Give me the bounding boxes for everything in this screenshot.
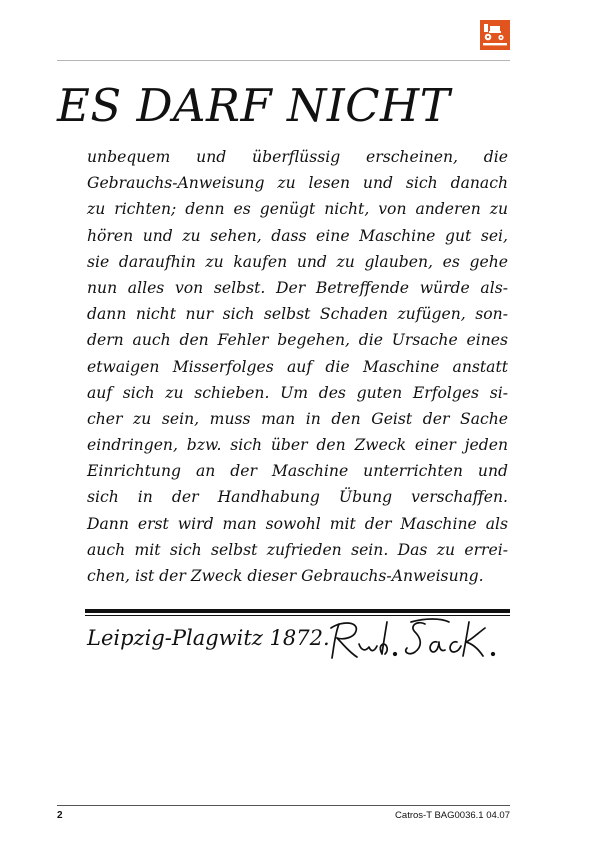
body-line: etwaigen Misserfolges auf die Maschine anstatt [87,357,508,376]
footer-rule [57,805,510,806]
body-line: auch mit sich selbst zufrieden sein. Das zu errei- [87,540,508,559]
body-paragraph [87,144,508,589]
body-line: hören und zu sehen, dass eine Maschine gut sei, [87,226,508,245]
document-reference: Catros-T BAG0036.1 04.07 [395,810,510,821]
body-line: nun alles von selbst. Der Betreffende würde als- [87,278,508,297]
body-line: Einrichtung an der Maschine unterrichten und [87,462,508,481]
body-line: dann nicht nur sich selbst Schaden zufügen, son- [87,305,508,324]
body-line: Dann erst wird man sowohl mit der Maschine als [87,514,508,533]
body-line: sich in der Handhabung Übung verschaffen. [87,488,508,507]
body-line: unbequem und überflüssig erscheinen, die [87,148,508,166]
body-line: zu richten; denn es genügt nicht, von anderen zu [87,200,508,219]
tractor-logo-icon [480,20,510,50]
header-rule [57,60,510,61]
body-line: chen, ist der Zweck dieser Gebrauchs-Anweisung. [87,567,484,585]
page-heading: ES DARF NICHT [57,79,451,132]
page-number: 2 [57,810,63,821]
body-line: sie daraufhin zu kaufen und zu glauben, es gehe [87,252,508,271]
handwritten-signature [325,614,510,668]
body-line: cher zu sein, muss man in den Geist der Sache [87,409,508,428]
body-line: dern auch den Fehler begehen, die Ursache eines [87,331,508,350]
body-line: auf sich zu schieben. Um des guten Erfolges si- [87,383,508,402]
place-date: Leipzig-Plagwitz 1872. [87,626,330,650]
body-line: Gebrauchs-Anweisung zu lesen und sich danach [87,174,508,193]
body-line: eindringen, bzw. sich über den Zweck einer jeden [87,436,508,455]
